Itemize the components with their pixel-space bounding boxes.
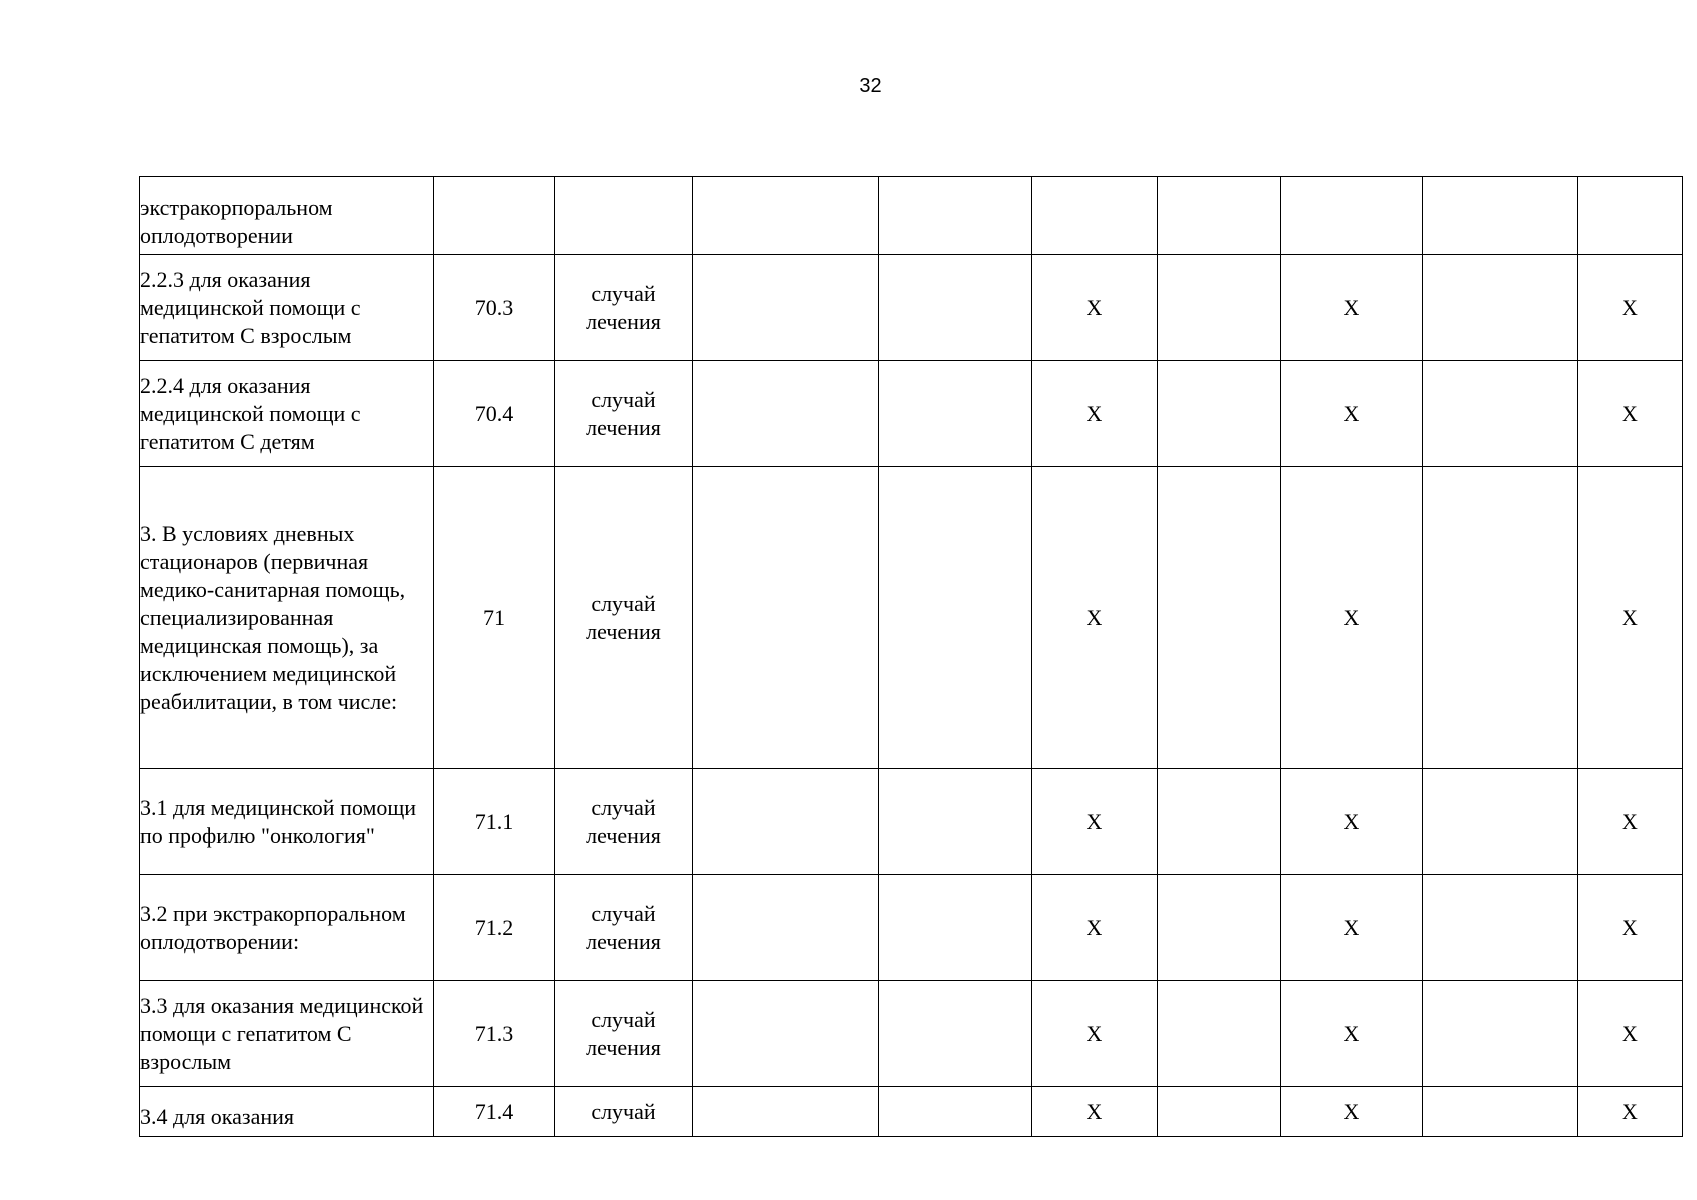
row-col5-cell <box>879 981 1032 1087</box>
row-col4-cell <box>693 361 879 467</box>
row-name-cell: 2.2.3 для оказания медицинской помощи с гепатитом С взрослым <box>140 255 434 361</box>
row-col5-cell <box>879 361 1032 467</box>
row-col6-cell: X <box>1032 255 1158 361</box>
row-code-cell: 70.4 <box>434 361 555 467</box>
row-unit-cell: случай лечения <box>555 981 693 1087</box>
row-col9-cell <box>1423 361 1578 467</box>
row-name-cell: экстракорпоральном оплодотворении <box>140 177 434 255</box>
row-col6-cell: X <box>1032 769 1158 875</box>
row-unit-cell: случай <box>555 1087 693 1137</box>
table-row <box>140 467 1683 769</box>
row-col10-cell <box>1578 177 1683 255</box>
row-col5-cell <box>879 1087 1032 1137</box>
row-col8-cell: X <box>1281 769 1423 875</box>
row-name-cell: 3. В условиях дневных стационаров (первичная медико-санитарная помощь, специализированная медицинская помощь), за исключением медицинской реабилитации, в том числе: <box>140 467 434 769</box>
row-col7-cell <box>1158 875 1281 981</box>
row-code-cell <box>434 177 555 255</box>
row-code-cell: 71.3 <box>434 981 555 1087</box>
data-table <box>139 176 1683 1137</box>
row-col4-cell <box>693 255 879 361</box>
row-col10-cell: X <box>1578 361 1683 467</box>
row-name-cell: 3.3 для оказания медицинской помощи с гепатитом С взрослым <box>140 981 434 1087</box>
row-col7-cell <box>1158 981 1281 1087</box>
row-col6-cell: X <box>1032 467 1158 769</box>
row-code-cell: 71.2 <box>434 875 555 981</box>
row-code-cell: 71.1 <box>434 769 555 875</box>
row-col5-cell <box>879 177 1032 255</box>
row-col10-cell: X <box>1578 1087 1683 1137</box>
row-col7-cell <box>1158 769 1281 875</box>
table-row <box>140 981 1683 1087</box>
row-col9-cell <box>1423 875 1578 981</box>
row-col8-cell: X <box>1281 255 1423 361</box>
row-col9-cell <box>1423 981 1578 1087</box>
row-col6-cell: X <box>1032 981 1158 1087</box>
table-row <box>140 1087 1683 1137</box>
row-col6-cell: X <box>1032 1087 1158 1137</box>
row-name-cell: 3.4 для оказания <box>140 1087 434 1137</box>
row-col6-cell: X <box>1032 875 1158 981</box>
table-row <box>140 875 1683 981</box>
row-col6-cell <box>1032 177 1158 255</box>
row-col9-cell <box>1423 1087 1578 1137</box>
row-col7-cell <box>1158 1087 1281 1137</box>
row-col5-cell <box>879 467 1032 769</box>
row-col8-cell: X <box>1281 981 1423 1087</box>
row-col4-cell <box>693 875 879 981</box>
row-unit-cell: случай лечения <box>555 875 693 981</box>
row-code-cell: 71 <box>434 467 555 769</box>
row-col4-cell <box>693 769 879 875</box>
row-name-cell: 2.2.4 для оказания медицинской помощи с гепатитом С детям <box>140 361 434 467</box>
row-col6-cell: X <box>1032 361 1158 467</box>
row-unit-cell: случай лечения <box>555 769 693 875</box>
row-col10-cell: X <box>1578 875 1683 981</box>
row-code-cell: 70.3 <box>434 255 555 361</box>
row-col7-cell <box>1158 255 1281 361</box>
row-col9-cell <box>1423 467 1578 769</box>
row-col9-cell <box>1423 769 1578 875</box>
page-number: 32 <box>859 75 882 97</box>
row-col5-cell <box>879 769 1032 875</box>
table-row <box>140 361 1683 467</box>
row-col5-cell <box>879 875 1032 981</box>
row-col8-cell <box>1281 177 1423 255</box>
row-col10-cell: X <box>1578 467 1683 769</box>
row-col4-cell <box>693 467 879 769</box>
row-col5-cell <box>879 255 1032 361</box>
row-col9-cell <box>1423 255 1578 361</box>
row-col10-cell: X <box>1578 769 1683 875</box>
row-unit-cell <box>555 177 693 255</box>
row-col8-cell: X <box>1281 361 1423 467</box>
row-col10-cell: X <box>1578 981 1683 1087</box>
row-unit-cell: случай лечения <box>555 361 693 467</box>
row-col7-cell <box>1158 361 1281 467</box>
row-col4-cell <box>693 1087 879 1137</box>
row-col4-cell <box>693 177 879 255</box>
table-row <box>140 177 1683 255</box>
row-col9-cell <box>1423 177 1578 255</box>
row-name-cell: 3.2 при экстракорпоральном оплодотворении: <box>140 875 434 981</box>
row-unit-cell: случай лечения <box>555 255 693 361</box>
row-name-cell: 3.1 для медицинской помощи по профилю "онкология" <box>140 769 434 875</box>
row-col7-cell <box>1158 177 1281 255</box>
row-col8-cell: X <box>1281 467 1423 769</box>
row-col4-cell <box>693 981 879 1087</box>
row-col8-cell: X <box>1281 875 1423 981</box>
row-unit-cell: случай лечения <box>555 467 693 769</box>
row-col10-cell: X <box>1578 255 1683 361</box>
row-col7-cell <box>1158 467 1281 769</box>
row-col8-cell: X <box>1281 1087 1423 1137</box>
row-code-cell: 71.4 <box>434 1087 555 1137</box>
table-row <box>140 769 1683 875</box>
table-row <box>140 255 1683 361</box>
